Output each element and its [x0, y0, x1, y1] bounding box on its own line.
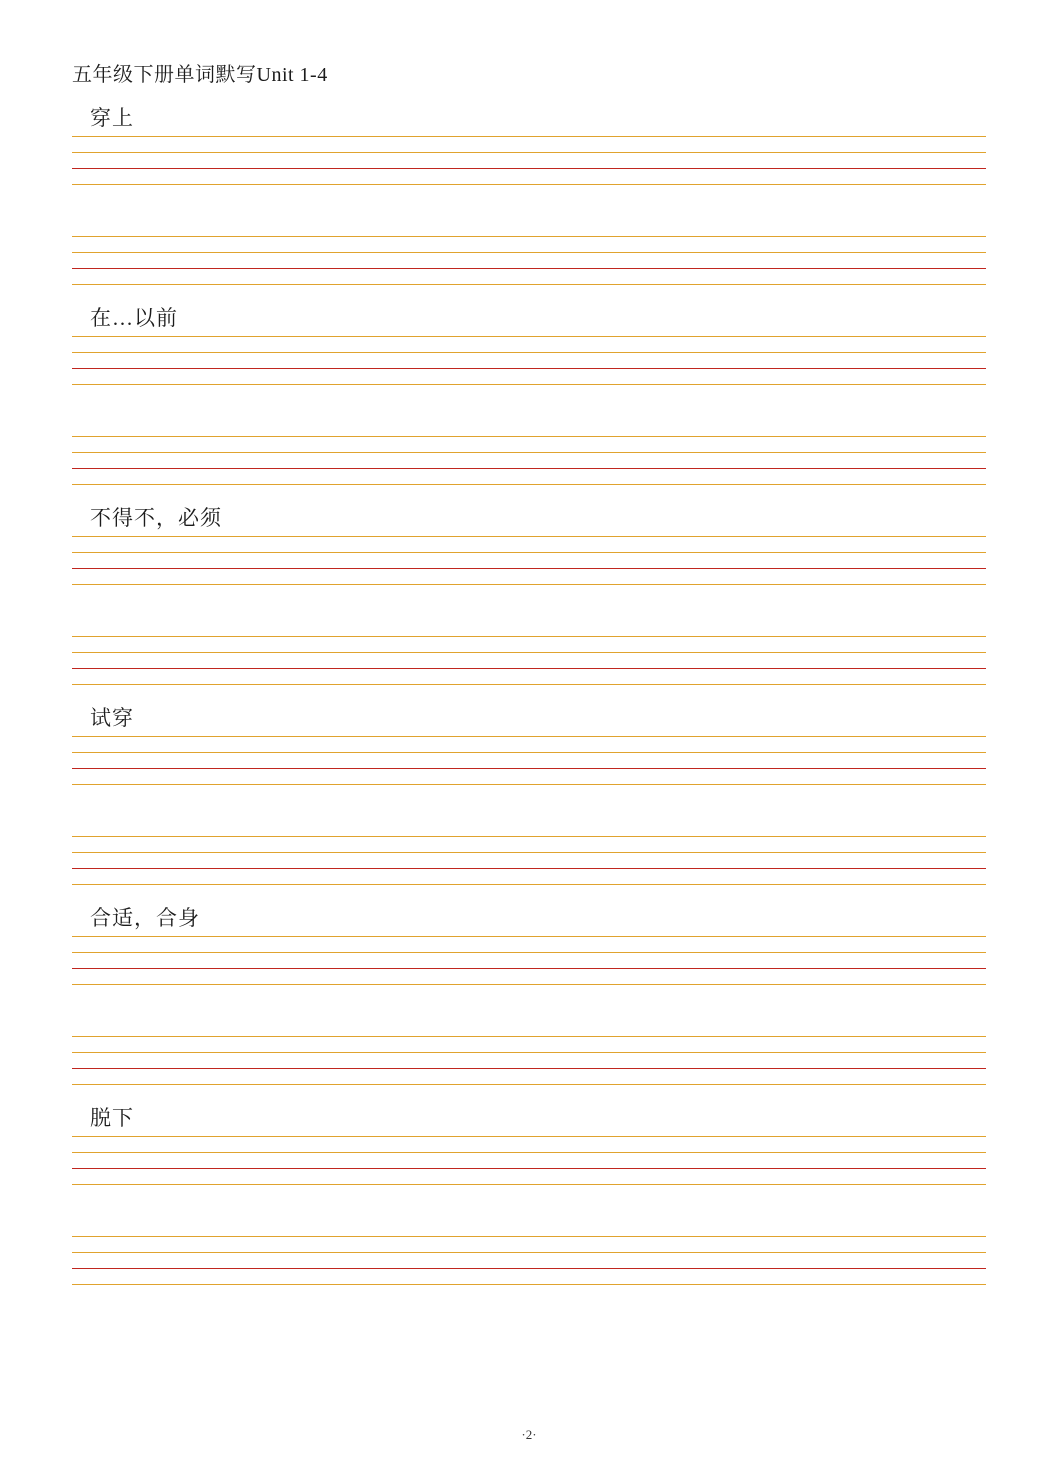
staff-line-bottom [72, 384, 986, 385]
staff-line-baseline [72, 768, 986, 769]
staff-line-upper-mid [72, 252, 986, 253]
entry-prompt: 在…以前 [90, 306, 178, 330]
entry-spacer [72, 684, 986, 736]
staff-line-upper-mid [72, 552, 986, 553]
staff-line-top [72, 336, 986, 337]
staff-line-upper-mid [72, 352, 986, 353]
vocab-entry [72, 906, 986, 1084]
staff-line-top [72, 736, 986, 737]
staff-line-upper-mid [72, 1052, 986, 1053]
staff-line-top [72, 1136, 986, 1137]
staff-line-bottom [72, 584, 986, 585]
staff-line-baseline [72, 1068, 986, 1069]
staff-line-baseline [72, 668, 986, 669]
writing-staff[interactable] [72, 536, 986, 584]
staff-line-bottom [72, 884, 986, 885]
staff-spacer [72, 584, 986, 636]
staff-line-top [72, 136, 986, 137]
staff-line-top [72, 536, 986, 537]
writing-staff[interactable] [72, 936, 986, 984]
page-number: ·2· [521, 1427, 537, 1442]
writing-staff[interactable] [72, 436, 986, 484]
vocab-entry [72, 306, 986, 484]
entry-prompt: 脱下 [90, 1106, 134, 1130]
staff-line-bottom [72, 1184, 986, 1185]
staff-spacer [72, 184, 986, 236]
vocab-entry [72, 506, 986, 684]
staff-line-top [72, 1036, 986, 1037]
staff-line-upper-mid [72, 1152, 986, 1153]
vocab-entry [72, 106, 986, 284]
staff-line-upper-mid [72, 1252, 986, 1253]
writing-staff[interactable] [72, 336, 986, 384]
staff-line-baseline [72, 268, 986, 269]
staff-line-upper-mid [72, 652, 986, 653]
entry-prompt: 合适，合身 [90, 906, 200, 930]
staff-line-baseline [72, 568, 986, 569]
writing-staff[interactable] [72, 636, 986, 684]
staff-line-bottom [72, 484, 986, 485]
staff-line-upper-mid [72, 952, 986, 953]
staff-line-baseline [72, 1168, 986, 1169]
entries-container [72, 100, 986, 1284]
staff-line-upper-mid [72, 752, 986, 753]
writing-staff[interactable] [72, 736, 986, 784]
writing-staff[interactable] [72, 836, 986, 884]
staff-line-top [72, 1236, 986, 1237]
staff-line-bottom [72, 1084, 986, 1085]
staff-line-baseline [72, 168, 986, 169]
staff-line-bottom [72, 684, 986, 685]
staff-line-top [72, 936, 986, 937]
staff-spacer [72, 784, 986, 836]
staff-spacer [72, 984, 986, 1036]
staff-line-bottom [72, 984, 986, 985]
staff-line-upper-mid [72, 152, 986, 153]
staff-line-bottom [72, 1284, 986, 1285]
staff-line-top [72, 236, 986, 237]
staff-line-baseline [72, 468, 986, 469]
entry-prompt: 不得不，必须 [90, 506, 222, 530]
staff-line-upper-mid [72, 852, 986, 853]
staff-line-baseline [72, 368, 986, 369]
staff-line-baseline [72, 868, 986, 869]
writing-staff[interactable] [72, 236, 986, 284]
staff-line-top [72, 436, 986, 437]
entry-spacer [72, 1084, 986, 1136]
staff-line-top [72, 636, 986, 637]
staff-spacer [72, 1184, 986, 1236]
staff-line-baseline [72, 1268, 986, 1269]
page-title: 五年级下册单词默写Unit 1-4 [72, 64, 328, 86]
staff-line-bottom [72, 784, 986, 785]
entry-spacer [72, 884, 986, 936]
staff-spacer [72, 384, 986, 436]
staff-line-bottom [72, 184, 986, 185]
entry-prompt: 试穿 [90, 706, 134, 730]
writing-staff[interactable] [72, 1136, 986, 1184]
staff-line-bottom [72, 284, 986, 285]
staff-line-upper-mid [72, 452, 986, 453]
staff-line-top [72, 836, 986, 837]
writing-staff[interactable] [72, 1036, 986, 1084]
entry-prompt: 穿上 [90, 106, 134, 130]
writing-staff[interactable] [72, 136, 986, 184]
vocab-entry [72, 1106, 986, 1284]
entry-spacer [72, 284, 986, 336]
staff-line-baseline [72, 968, 986, 969]
writing-staff[interactable] [72, 1236, 986, 1284]
vocab-entry [72, 706, 986, 884]
